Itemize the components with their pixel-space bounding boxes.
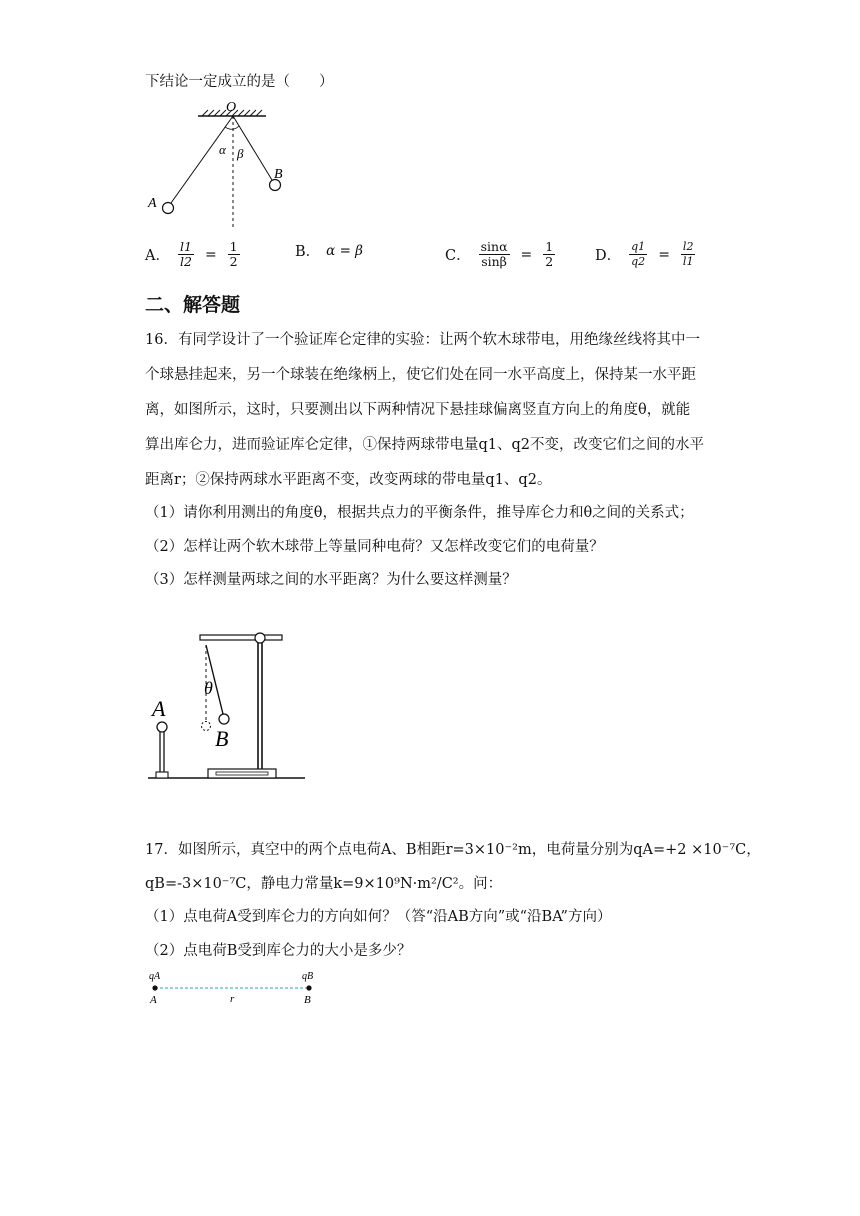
fraction-one-half: $\frac{1}{2}$ [545,239,554,269]
q17-sub-2: （2）点电荷B受到库仑力的大小是多少？ [145,943,412,959]
q16-sub-2: （2）怎样让两个软木球带上等量同种电荷？又怎样改变它们的电荷量？ [145,539,604,555]
option-d: D． $\frac{q1}{q2}$ = $\frac{l2}{l1}$ [595,240,694,268]
fraction-one-half: $\frac{1}{2}$ [229,239,238,269]
option-a: A． $\frac{l1}{l2}$ = $\frac{1}{2}$ [145,239,238,269]
fraction-sin: $\frac{\sin\alpha}{\sin\beta}$ [480,239,508,269]
label-A: A [150,994,157,1006]
q16-line-1: 16．有同学设计了一个验证库仑定律的实验：让两个软木球带电，用绝缘丝线将其中一 [145,332,700,348]
label-B: B [274,167,283,182]
label-A: A [148,196,157,211]
apparatus-diagram [140,622,315,784]
q17-line-2: qB=-3×10⁻⁷C，静电力常量k=9×10⁹N·m²/C²。问： [145,876,503,892]
label-qB: qB [302,971,314,982]
label-alpha: α [219,142,226,157]
section-heading: 二、解答题 [145,294,241,316]
fraction-l: $\frac{l2}{l1}$ [682,240,694,268]
point-charges-diagram [140,966,330,1010]
label-B: B [215,726,229,751]
label-r: r [230,993,235,1005]
q16-line-3: 离，如图所示，这时，只要测出以下两种情况下悬挂球偏离竖直方向上的角度θ，就能 [145,402,691,418]
q16-line-4: 算出库仑力，进而验证库仑定律，①保持两球带电量q1、q2不变，改变它们之间的水平 [145,437,705,453]
q16-line-2: 个球悬挂起来，另一个球装在绝缘柄上，使它们处在同一水平高度上，保持某一水平距 [145,367,696,383]
q16-sub-3: （3）怎样测量两球之间的水平距离？为什么要这样测量？ [145,572,517,588]
label-B: B [304,994,311,1006]
label-beta: β [237,146,244,161]
q16-line-5: 距离r；②保持两球水平距离不变，改变两球的带电量q1、q2。 [145,472,552,488]
question-stem-tail: 下结论一定成立的是（ ） [145,74,334,90]
label-theta: θ [204,678,213,698]
label-A: A [152,696,166,721]
pendulum-diagram [140,96,283,236]
label-qA: qA [149,971,161,982]
option-b: B． α = β [295,242,363,260]
option-c: C． $\frac{\sin\alpha}{\sin\beta}$ = $\frac{1}{2}$ [445,239,554,269]
q17-line-1: 17．如图所示，真空中的两个点电荷A、B相距r=3×10⁻²m，电荷量分别为qA=+2 ×10⁻⁷C， [145,842,761,858]
label-O: O [226,100,237,115]
q16-sub-1: （1）请你利用测出的角度θ，根据共点力的平衡条件，推导库仑力和θ之间的关系式； [145,505,694,521]
fraction-q: $\frac{q1}{q2}$ [631,240,646,268]
q17-sub-1: （1）点电荷A受到库仑力的方向如何？（答“沿AB方向”或“沿BA”方向） [145,909,612,925]
fraction-l1-l2: $\frac{l1}{l2}$ [179,239,192,269]
